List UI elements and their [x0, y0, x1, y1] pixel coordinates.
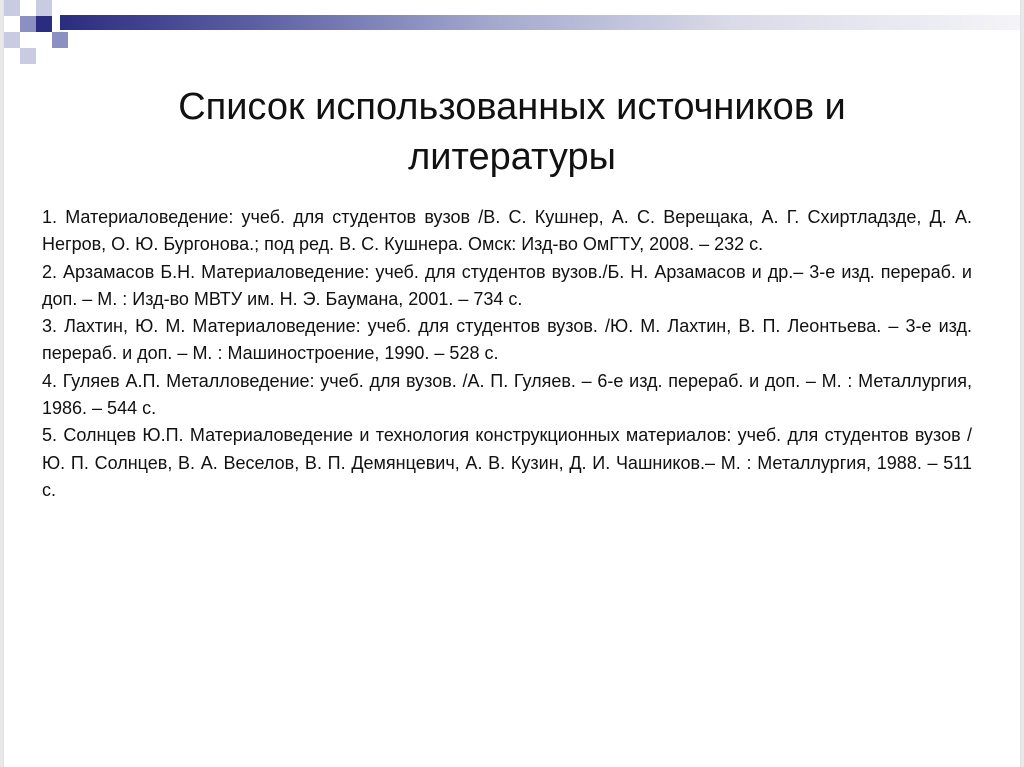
reference-list: [42, 204, 972, 504]
reference-item: 4. Гуляев А.П. Металловедение: учеб. для вузов. /А. П. Гуляев. – 6-е изд. перераб. и доп. – М. : Металлургия, 1986. – 544 с.: [42, 370, 972, 419]
deco-square: [4, 0, 20, 16]
deco-square: [20, 16, 36, 32]
reference-item: 5. Солнцев Ю.П. Материаловедение и технология конструкционных материалов: учеб. для студентов вузов /Ю. П. Солнцев, В. А. Веселов, В. П. Демянцевич, А. В. Кузин, Д. И. Чашников.– М. : Металлургия, 1988. – 511 с.: [42, 425, 972, 500]
slide-title-line: литературы: [408, 136, 616, 178]
reference-item: 3. Лахтин, Ю. М. Материаловедение: учеб. для студентов вузов. /Ю. М. Лахтин, В. П. Леонтьева. – 3-е изд. перераб. и доп. – М. : Машиностроение, 1990. – 528 с.: [42, 316, 972, 364]
reference-item: 1. Материаловедение: учеб. для студентов вузов /В. С. Кушнер, А. С. Верещака, А. Г. Схиртладзде, Д. А. Негров, О. Ю. Бургонова.; под ред. В. С. Кушнера. Омск: Изд-во ОмГТУ, 2008. – 232 с.: [42, 207, 972, 255]
deco-square: [36, 16, 52, 32]
reference-item: 2. Арзамасов Б.Н. Материаловедение: учеб. для студентов вузов./Б. Н. Арзамасов и др.– 3-е изд. перераб. и доп. – М. : Изд-во МВТУ им. Н. Э. Баумана, 2001. – 734 с.: [42, 261, 972, 309]
header-gradient-bar: [60, 15, 1020, 30]
slide-title: [42, 82, 982, 182]
deco-square: [20, 48, 36, 64]
deco-square: [4, 32, 20, 48]
corner-block-decoration: [4, 0, 84, 64]
slide: [4, 0, 1020, 767]
deco-square: [36, 0, 52, 16]
deco-square: [52, 32, 68, 48]
slide-title-line: Список использованных источников и: [178, 86, 846, 128]
